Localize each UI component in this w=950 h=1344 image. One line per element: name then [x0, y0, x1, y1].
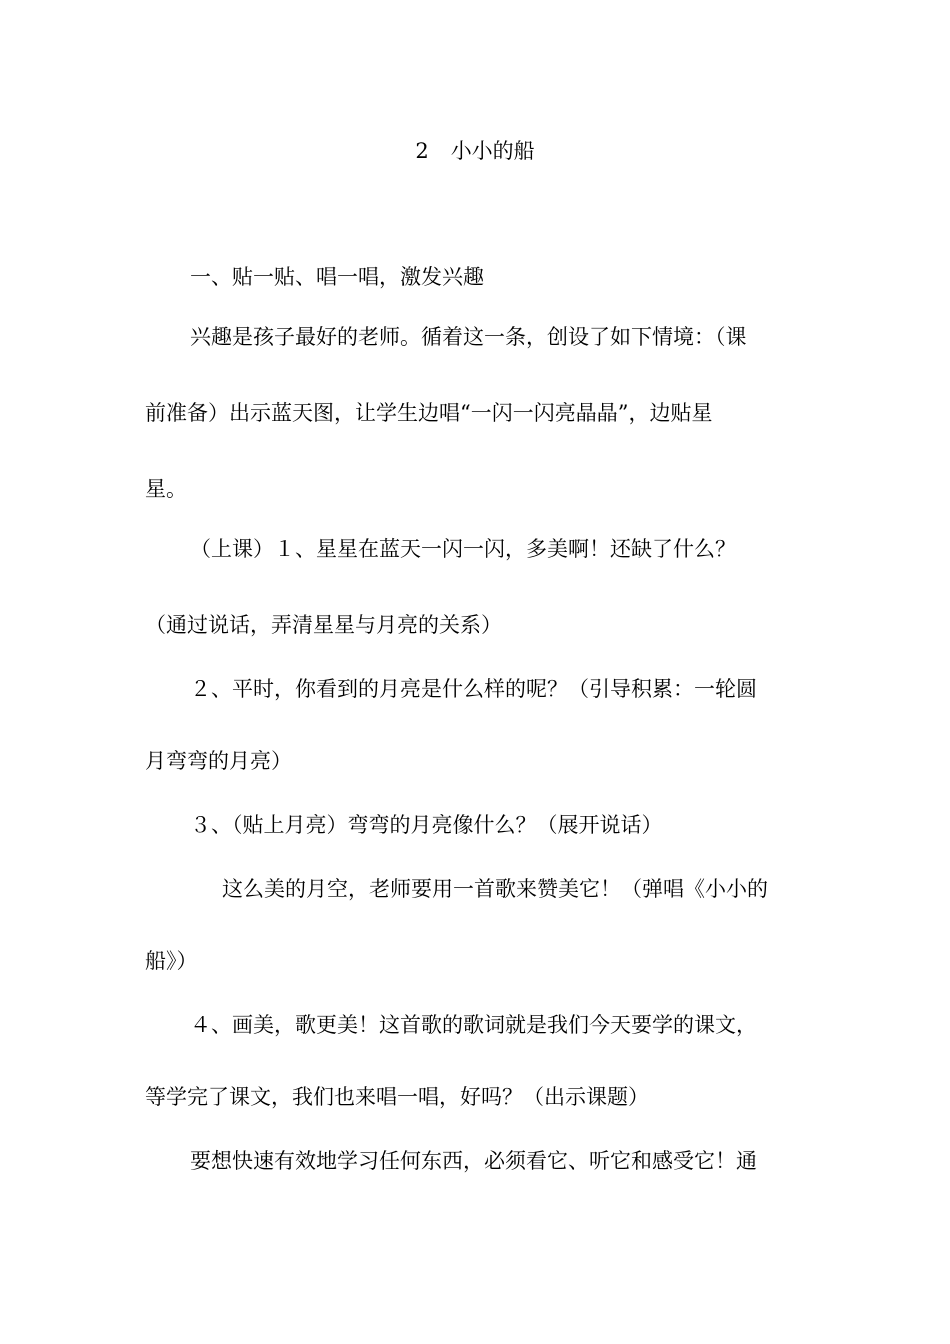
paragraph-line: 要想快速有效地学习任何东西，必须看它、听它和感受它！通 [190, 1149, 757, 1173]
page-title [0, 136, 950, 166]
paragraph-line: 前准备）出示蓝天图，让学生边唱“一闪一闪亮晶晶”，边贴星 [145, 401, 713, 425]
paragraph-line: 星。 [145, 477, 187, 501]
paragraph-line: ２、平时，你看到的月亮是什么样的呢？（引导积累：一轮圆 [190, 677, 757, 701]
paragraph-line: （上课）１、星星在蓝天一闪一闪，多美啊！还缺了什么？ [190, 537, 736, 561]
paragraph-line: （通过说话，弄清星星与月亮的关系） [145, 613, 502, 637]
section-heading: 一、贴一贴、唱一唱，激发兴趣 [190, 265, 484, 289]
paragraph-line: 等学完了课文，我们也来唱一唱，好吗？（出示课题） [145, 1085, 649, 1109]
paragraph-line: 船》） [145, 949, 198, 973]
paragraph-line: 这么美的月空，老师要用一首歌来赞美它！（弹唱《小小的 [222, 877, 768, 901]
paragraph-line: ４、画美，歌更美！这首歌的歌词就是我们今天要学的课文， [190, 1013, 757, 1037]
paragraph-line: 月弯弯的月亮） [145, 749, 292, 773]
title-number: 2 [415, 139, 429, 163]
paragraph-line: 兴趣是孩子最好的老师。循着这一条，创设了如下情境：（课 [190, 325, 747, 349]
title-text: 小小的船 [450, 139, 535, 163]
paragraph-line: ３、（贴上月亮）弯弯的月亮像什么？（展开说话） [190, 813, 663, 837]
